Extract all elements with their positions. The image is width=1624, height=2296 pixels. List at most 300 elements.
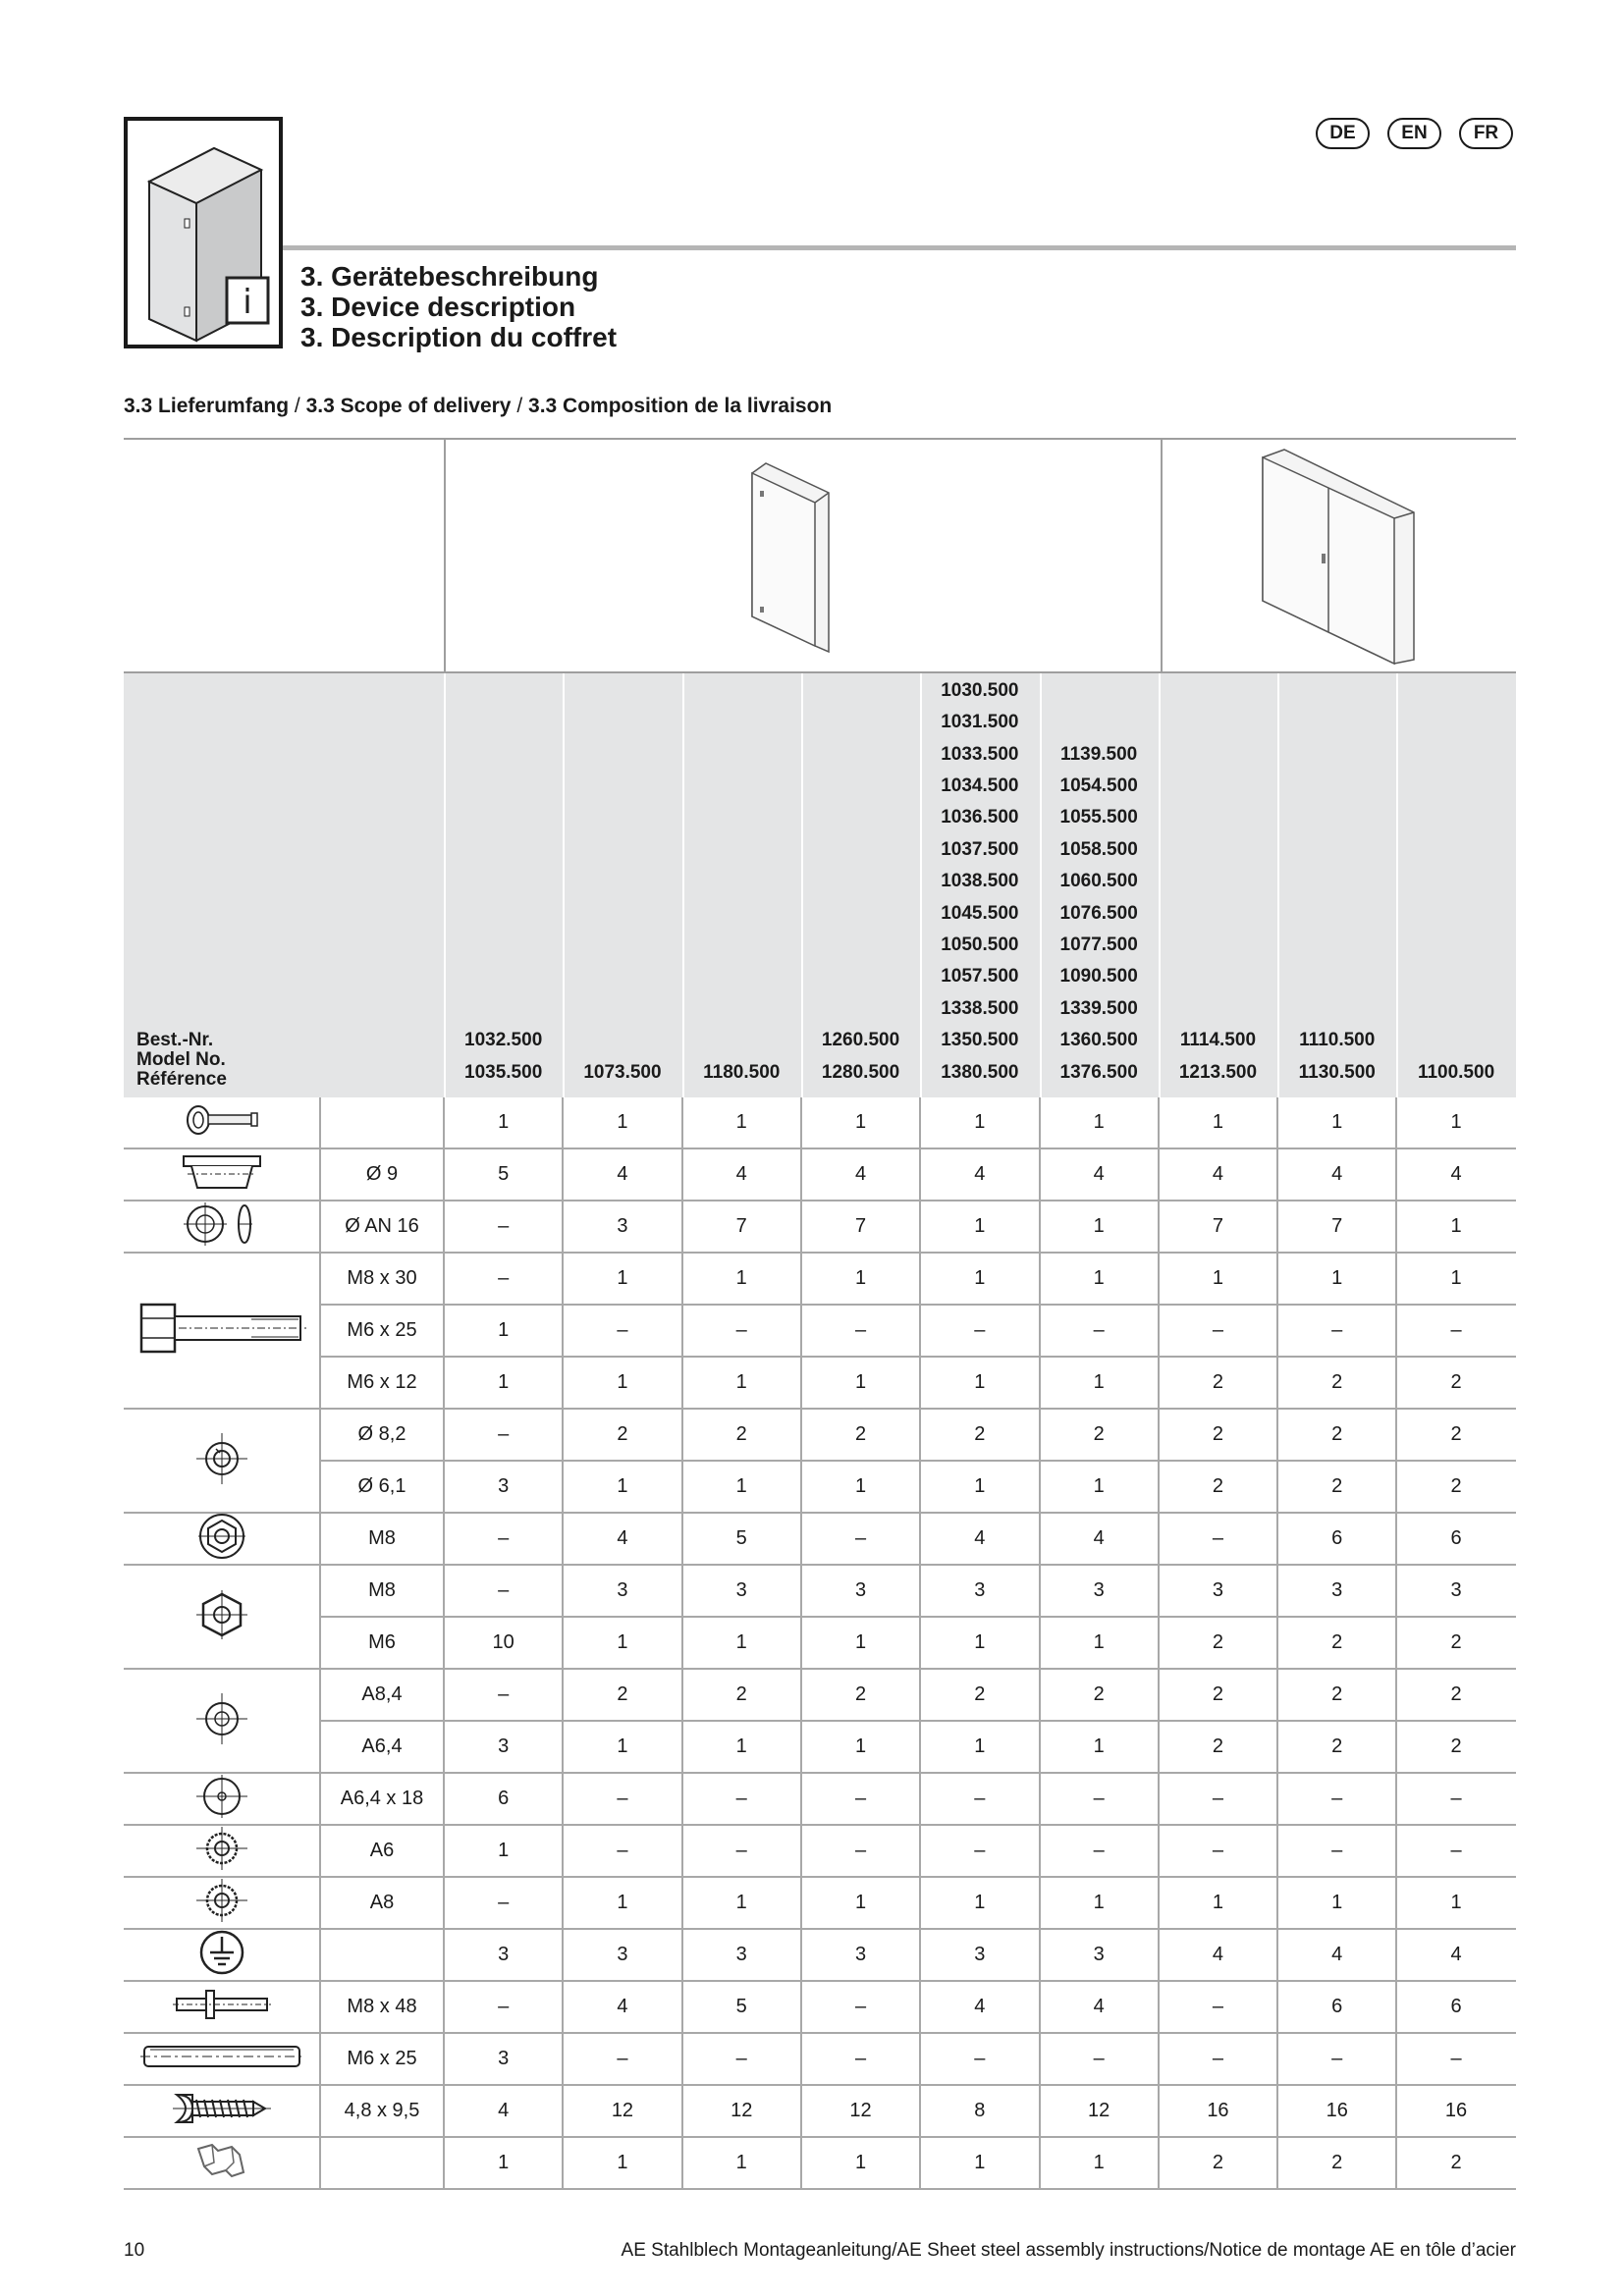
door-handle: [1322, 554, 1326, 563]
quantity-cell: 4: [617, 1527, 628, 1549]
quantity-cell: 5: [735, 1996, 747, 2017]
model-number: 1060.500: [1059, 871, 1138, 892]
quantity-cell: 3: [498, 2048, 510, 2069]
grommet-icon: [180, 1202, 264, 1251]
part-icon-cell: [124, 2138, 319, 2190]
quantity-cell: 3: [498, 1944, 510, 1965]
table-row: [124, 1410, 1516, 1462]
table-row: [124, 1149, 1516, 1201]
part-spec: A6,4 x 18: [340, 1788, 424, 1809]
quantity-cell: –: [1331, 1788, 1343, 1809]
stud-icon: [173, 1988, 271, 2026]
quantity-cell: –: [974, 1840, 986, 1861]
quantity-cell: –: [498, 1267, 510, 1289]
quantity-cell: 1: [1450, 1892, 1462, 1913]
subtitle-de: 3.3 Lieferumfang: [124, 395, 290, 417]
quantity-cell: –: [617, 1840, 628, 1861]
model-number: 1213.500: [1178, 1061, 1258, 1083]
quantity-cell: 1: [974, 1892, 986, 1913]
quantity-cell: –: [854, 1319, 867, 1341]
table-row: [124, 1358, 1516, 1410]
quantity-cell: 2: [1450, 1423, 1462, 1445]
quantity-cell: 2: [1093, 1683, 1105, 1705]
quantity-cell: 1: [735, 1267, 747, 1289]
quantity-cell: –: [1331, 1840, 1343, 1861]
quantity-cell: 12: [731, 2100, 753, 2121]
quantity-cell: 4: [498, 2100, 510, 2121]
quantity-cell: 2: [1450, 1631, 1462, 1653]
quantity-cell: 2: [735, 1683, 747, 1705]
quantity-cell: 1: [854, 1735, 867, 1757]
part-spec: M6 x 25: [347, 2048, 417, 2069]
part-icon-cell: [124, 1982, 319, 2034]
quantity-cell: 2: [617, 1423, 628, 1445]
quantity-cell: –: [854, 1788, 867, 1809]
quantity-cell: 1: [974, 1475, 986, 1497]
quantity-cell: 1: [1331, 1267, 1343, 1289]
quantity-cell: 1: [1093, 1631, 1105, 1653]
part-spec: A8,4: [361, 1683, 403, 1705]
grid-line: [1039, 1097, 1041, 2190]
quantity-cell: –: [735, 1319, 747, 1341]
quantity-cell: 4: [1093, 1527, 1105, 1549]
quantity-cell: –: [498, 1423, 510, 1445]
quantity-cell: 4: [1212, 1163, 1223, 1185]
divider: [1161, 440, 1163, 671]
footer-text: AE Stahlblech Montageanleitung/AE Sheet steel assembly instructions/Notice de montage AE en tôle d’acier: [621, 2240, 1516, 2261]
quantity-cell: 3: [617, 1944, 628, 1965]
quantity-cell: 1: [617, 1475, 628, 1497]
quantity-cell: 4: [617, 1996, 628, 2017]
quantity-cell: –: [735, 1840, 747, 1861]
table-row: [124, 1930, 1516, 1982]
quantity-cell: 1: [735, 1111, 747, 1133]
quantity-cell: –: [854, 1840, 867, 1861]
quantity-cell: 3: [735, 1944, 747, 1965]
model-number: 1139.500: [1060, 743, 1138, 765]
quantity-cell: 3: [854, 1579, 867, 1601]
model-column: [563, 673, 681, 1097]
quantity-cell: 2: [1212, 1683, 1223, 1705]
table-row: [124, 1670, 1516, 1722]
model-number: 1376.500: [1059, 1061, 1138, 1083]
quantity-cell: 1: [617, 1371, 628, 1393]
quantity-cell: 16: [1326, 2100, 1348, 2121]
plug-icon: [180, 1152, 264, 1197]
subtitle-separator: /: [289, 395, 306, 417]
quantity-cell: 1: [735, 2152, 747, 2173]
quantity-cell: –: [974, 2048, 986, 2069]
subtitle-separator: /: [511, 395, 529, 417]
quantity-cell: –: [974, 1319, 986, 1341]
quantity-cell: 1: [617, 1892, 628, 1913]
part-spec: [320, 2138, 444, 2188]
part-spec: M8: [368, 1527, 396, 1549]
model-number: 1034.500: [941, 775, 1019, 796]
quantity-cell: 6: [1331, 1527, 1343, 1549]
quantity-cell: 2: [1212, 1631, 1223, 1653]
part-icon-cell: [124, 1149, 319, 1201]
part-spec: Ø 6,1: [357, 1475, 406, 1497]
table-row: [124, 1254, 1516, 1306]
model-number: 1360.500: [1059, 1030, 1138, 1051]
serrated-washer-icon: [194, 1879, 249, 1927]
quantity-cell: 2: [735, 1423, 747, 1445]
tapping-screw-icon: [173, 2089, 271, 2133]
quantity-cell: 7: [1212, 1215, 1223, 1237]
quantity-cell: 2: [854, 1423, 867, 1445]
quantity-cell: –: [1212, 1319, 1223, 1341]
quantity-cell: 2: [1212, 1475, 1223, 1497]
part-spec: M6 x 25: [347, 1319, 417, 1341]
quantity-cell: 1: [854, 1371, 867, 1393]
quantity-cell: –: [854, 1527, 867, 1549]
quantity-cell: 1: [1450, 1215, 1462, 1237]
table-row: [124, 1826, 1516, 1878]
quantity-cell: 4: [974, 1996, 986, 2017]
grid-line: [1395, 1097, 1397, 2190]
title-en: 3. Device description: [300, 292, 576, 322]
quantity-cell: 1: [617, 1631, 628, 1653]
model-number: 1338.500: [941, 997, 1019, 1019]
quantity-cell: 4: [974, 1163, 986, 1185]
quantity-cell: 1: [854, 2152, 867, 2173]
quantity-cell: 2: [1450, 1735, 1462, 1757]
quantity-cell: 1: [735, 1892, 747, 1913]
quantity-cell: 2: [1450, 1371, 1462, 1393]
model-number: 1054.500: [1059, 775, 1138, 796]
model-number: 1055.500: [1059, 807, 1138, 828]
quantity-cell: 2: [1093, 1423, 1105, 1445]
part-icon-cell: [124, 1254, 319, 1410]
quantity-cell: 1: [735, 1735, 747, 1757]
quantity-cell: –: [498, 1527, 510, 1549]
model-number: 1076.500: [1059, 902, 1138, 924]
quantity-cell: 2: [1212, 1423, 1223, 1445]
quantity-cell: –: [1212, 1788, 1223, 1809]
quantity-cell: 1: [735, 1475, 747, 1497]
quantity-cell: 4: [1450, 1163, 1462, 1185]
table-row: [124, 1201, 1516, 1254]
quantity-cell: 1: [1093, 1735, 1105, 1757]
quantity-cell: 2: [1450, 1683, 1462, 1705]
part-spec: M6: [368, 1631, 396, 1653]
quantity-cell: 3: [1450, 1579, 1462, 1601]
quantity-cell: –: [1212, 1527, 1223, 1549]
flange-nut-icon: [194, 1512, 249, 1566]
pin-icon: [140, 2042, 303, 2076]
label-fr: Référence: [136, 1069, 227, 1090]
part-spec: Ø 8,2: [357, 1423, 406, 1445]
model-number: 1037.500: [941, 838, 1019, 860]
quantity-cell: –: [617, 1319, 628, 1341]
table-row: [124, 1774, 1516, 1826]
table-row: [124, 1462, 1516, 1514]
quantity-cell: 3: [974, 1579, 986, 1601]
quantity-cell: –: [1450, 1319, 1462, 1341]
quantity-cell: 4: [1093, 1163, 1105, 1185]
quantity-cell: –: [1331, 1319, 1343, 1341]
table-row: [124, 1618, 1516, 1670]
quantity-cell: 1: [1331, 1892, 1343, 1913]
quantity-cell: 3: [617, 1215, 628, 1237]
quantity-cell: 1: [1093, 1371, 1105, 1393]
model-number: 1050.500: [941, 934, 1019, 955]
quantity-cell: 2: [854, 1683, 867, 1705]
model-number: 1339.500: [1059, 997, 1138, 1019]
part-spec: M8 x 30: [347, 1267, 417, 1289]
quantity-cell: 2: [1331, 2152, 1343, 2173]
part-spec: 4,8 x 9,5: [344, 2100, 420, 2121]
quantity-cell: 1: [1450, 1111, 1462, 1133]
model-number: 1280.500: [821, 1061, 900, 1083]
quantity-cell: 3: [1212, 1579, 1223, 1601]
quantity-cell: 3: [1093, 1579, 1105, 1601]
part-icon-cell: [124, 1566, 319, 1670]
part-spec: [320, 1930, 444, 1980]
svg-text:i: i: [243, 283, 252, 322]
quantity-cell: –: [1093, 1788, 1105, 1809]
quantity-cell: 1: [498, 2152, 510, 2173]
part-icon-cell: [124, 2086, 319, 2138]
grid-line: [919, 1097, 921, 2190]
quantity-cell: 1: [498, 1319, 510, 1341]
label-en: Model No.: [136, 1049, 226, 1070]
part-icon-cell: [124, 1514, 319, 1566]
quantity-cell: –: [1450, 2048, 1462, 2069]
quantity-cell: 4: [735, 1163, 747, 1185]
quantity-cell: 1: [1093, 1267, 1105, 1289]
quantity-cell: 2: [1212, 2152, 1223, 2173]
grid-line: [562, 1097, 564, 2190]
single-door-enclosure-image: [742, 459, 860, 656]
quantity-cell: 1: [974, 1111, 986, 1133]
quantity-cell: 7: [854, 1215, 867, 1237]
model-number: 1058.500: [1059, 838, 1138, 860]
quantity-cell: 4: [1450, 1944, 1462, 1965]
quantity-cell: –: [1212, 2048, 1223, 2069]
model-number: 1038.500: [941, 871, 1019, 892]
quantity-cell: 1: [1331, 1111, 1343, 1133]
model-number-label: [136, 1031, 227, 1090]
quantity-cell: 6: [1331, 1996, 1343, 2017]
quantity-cell: –: [1212, 1840, 1223, 1861]
earth-symbol-icon: [196, 1929, 247, 1981]
quantity-cell: –: [498, 1996, 510, 2017]
quantity-cell: 3: [617, 1579, 628, 1601]
lang-pill-en: EN: [1387, 118, 1441, 149]
quantity-cell: –: [498, 1215, 510, 1237]
quantity-cell: 2: [1331, 1735, 1343, 1757]
quantity-cell: –: [1093, 1840, 1105, 1861]
table-row: [124, 2034, 1516, 2086]
model-column: [682, 673, 801, 1097]
quantity-cell: 2: [1331, 1631, 1343, 1653]
part-spec: M8: [368, 1579, 396, 1601]
grid-line: [800, 1097, 802, 2190]
part-icon-cell: [124, 1826, 319, 1878]
quantity-cell: –: [1093, 1319, 1105, 1341]
quantity-cell: –: [854, 1996, 867, 2017]
quantity-cell: 1: [617, 1267, 628, 1289]
quantity-cell: 3: [1331, 1579, 1343, 1601]
part-icon-cell: [124, 1878, 319, 1930]
quantity-cell: 2: [1331, 1423, 1343, 1445]
model-number: 1130.500: [1298, 1061, 1376, 1083]
part-icon-cell: [124, 1670, 319, 1774]
lang-pill-fr: FR: [1459, 118, 1513, 149]
quantity-cell: –: [617, 1788, 628, 1809]
quantity-cell: 1: [617, 1735, 628, 1757]
model-number: 1033.500: [941, 743, 1019, 765]
model-number: 1031.500: [941, 712, 1019, 733]
part-spec: M8 x 48: [347, 1996, 417, 2017]
quantity-cell: 4: [617, 1163, 628, 1185]
title-de: 3. Gerätebeschreibung: [300, 261, 599, 292]
model-number: 1077.500: [1059, 934, 1138, 955]
quantity-cell: 1: [735, 1371, 747, 1393]
title-fr: 3. Description du coffret: [300, 322, 618, 352]
model-number: 1100.500: [1417, 1061, 1495, 1083]
part-icon-cell: [124, 1774, 319, 1826]
model-number: 1110.500: [1299, 1030, 1376, 1051]
model-number: 1090.500: [1059, 966, 1138, 988]
key-icon: [183, 1103, 261, 1142]
quantity-cell: –: [735, 2048, 747, 2069]
model-column: [1396, 673, 1515, 1097]
page-number: 10: [124, 2240, 145, 2261]
quantity-cell: –: [974, 1788, 986, 1809]
quantity-cell: 1: [1212, 1111, 1223, 1133]
quantity-cell: 1: [498, 1840, 510, 1861]
quantity-cell: 1: [1093, 1215, 1105, 1237]
quantity-cell: 1: [854, 1475, 867, 1497]
model-number: 1350.500: [941, 1030, 1019, 1051]
quantity-cell: 1: [974, 1215, 986, 1237]
model-number: 1036.500: [941, 807, 1019, 828]
model-number: 1057.500: [941, 966, 1019, 988]
grid-line: [681, 1097, 683, 2190]
table-row: [124, 1097, 1516, 1149]
quantity-cell: 1: [974, 1371, 986, 1393]
quantity-cell: 4: [854, 1163, 867, 1185]
grid-line: [443, 1097, 445, 2190]
part-spec: Ø AN 16: [345, 1215, 419, 1237]
model-number: 1035.500: [464, 1061, 543, 1083]
grid-line: [1158, 1097, 1160, 2190]
quantity-cell: 4: [1331, 1163, 1343, 1185]
quantity-cell: 1: [617, 1111, 628, 1133]
quantity-cell: 2: [1450, 2152, 1462, 2173]
quantity-cell: 2: [1212, 1371, 1223, 1393]
part-spec: A6,4: [361, 1735, 403, 1757]
table-row: [124, 2138, 1516, 2190]
device-info-icon: [124, 117, 283, 348]
model-number: 1260.500: [821, 1030, 900, 1051]
quantity-cell: 1: [735, 1631, 747, 1653]
divider: [444, 440, 446, 671]
grid-line: [319, 1097, 321, 2190]
quantity-cell: 2: [1331, 1475, 1343, 1497]
quantity-cell: 4: [974, 1527, 986, 1549]
quantity-cell: 10: [492, 1631, 514, 1653]
quantity-cell: –: [498, 1579, 510, 1601]
quantity-cell: 4: [1093, 1996, 1105, 2017]
subtitle-en: 3.3 Scope of delivery: [305, 395, 512, 417]
quantity-cell: 5: [735, 1527, 747, 1549]
quantity-cell: 12: [849, 2100, 872, 2121]
quantity-cell: 4: [1331, 1944, 1343, 1965]
quantity-cell: 6: [1450, 1996, 1462, 2017]
quantity-cell: 2: [1212, 1735, 1223, 1757]
quantity-cell: 1: [1450, 1267, 1462, 1289]
model-number: 1114.500: [1179, 1030, 1257, 1051]
quantity-cell: 1: [1212, 1267, 1223, 1289]
part-icon-cell: [124, 1201, 319, 1254]
washer-icon: [194, 1691, 249, 1751]
header-rule: [283, 245, 1516, 250]
quantity-cell: –: [1450, 1788, 1462, 1809]
quantity-cell: 6: [498, 1788, 510, 1809]
quantity-cell: 2: [1450, 1475, 1462, 1497]
part-icon-cell: [124, 2034, 319, 2086]
model-number: 1032.500: [464, 1030, 543, 1051]
hex-nut-icon: [194, 1590, 249, 1644]
grid-line: [1276, 1097, 1278, 2190]
quantity-cell: 3: [974, 1944, 986, 1965]
quantity-cell: 2: [1331, 1683, 1343, 1705]
quantity-cell: –: [617, 2048, 628, 2069]
part-icon-cell: [124, 1097, 319, 1149]
quantity-cell: 12: [611, 2100, 634, 2121]
part-spec: M6 x 12: [347, 1371, 417, 1393]
table-row: [124, 1514, 1516, 1566]
part-icon-cell: [124, 1410, 319, 1514]
quantity-cell: 1: [1093, 2152, 1105, 2173]
quantity-cell: 5: [498, 1163, 510, 1185]
label-de: Best.-Nr.: [136, 1030, 214, 1050]
page-title: [300, 261, 617, 352]
quantity-cell: 16: [1207, 2100, 1229, 2121]
quantity-cell: 7: [735, 1215, 747, 1237]
quantity-cell: 1: [1093, 1111, 1105, 1133]
model-number: 1045.500: [941, 902, 1019, 924]
large-washer-icon: [192, 1775, 251, 1823]
table-row: [124, 1722, 1516, 1774]
quantity-cell: 1: [1212, 1892, 1223, 1913]
quantity-cell: 7: [1331, 1215, 1343, 1237]
part-spec: Ø 9: [365, 1163, 399, 1185]
table-row: [124, 1878, 1516, 1930]
language-selector: [1316, 118, 1517, 151]
quantity-cell: –: [498, 1683, 510, 1705]
quantity-cell: 1: [498, 1371, 510, 1393]
part-icon-cell: [124, 1930, 319, 1982]
quantity-cell: 1: [1093, 1892, 1105, 1913]
quantity-cell: 1: [854, 1111, 867, 1133]
quantity-cell: 1: [617, 2152, 628, 2173]
quantity-cell: –: [498, 1892, 510, 1913]
quantity-cell: 1: [498, 1111, 510, 1133]
quantity-cell: –: [1331, 2048, 1343, 2069]
quantity-cell: 3: [498, 1475, 510, 1497]
quantity-cell: –: [1093, 2048, 1105, 2069]
table-row: [124, 1306, 1516, 1358]
quantity-cell: 3: [498, 1735, 510, 1757]
subtitle-fr: 3.3 Composition de la livraison: [528, 395, 833, 417]
quantity-cell: –: [854, 2048, 867, 2069]
quantity-cell: 1: [854, 1267, 867, 1289]
